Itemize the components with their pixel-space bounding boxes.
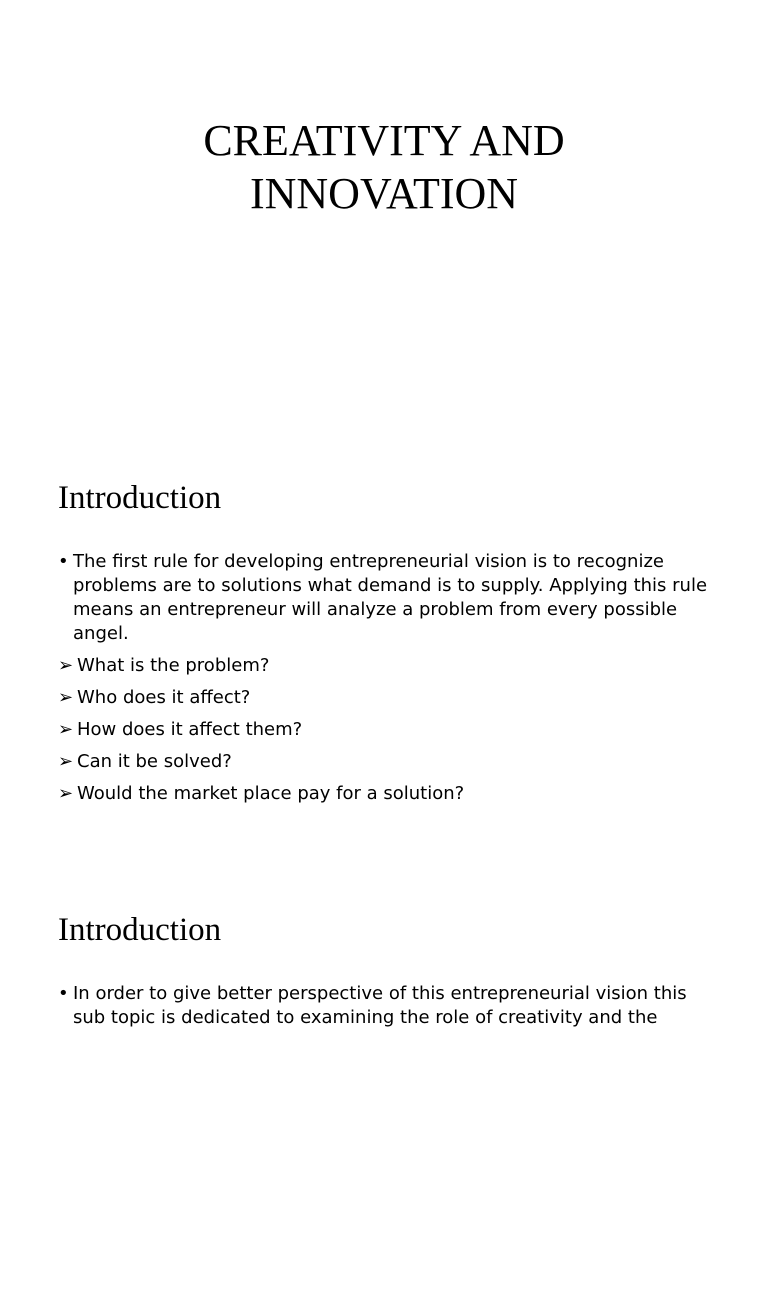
bullet-paragraph (58, 982, 718, 1030)
slide-title (0, 0, 768, 432)
arrow-icon: ➢ (58, 687, 74, 708)
question-item (58, 782, 718, 806)
question-item (58, 718, 718, 742)
title-line-2: INNOVATION (249, 169, 519, 218)
slide-heading: Introduction (58, 480, 222, 516)
question-text: How does it affect them? (77, 719, 303, 740)
slide-introduction (0, 432, 768, 864)
slide-heading: Introduction (58, 912, 222, 948)
question-text: What is the problem? (77, 655, 270, 676)
arrow-icon: ➢ (58, 783, 74, 804)
bullet-icon: • (58, 983, 69, 1004)
bullet-paragraph (58, 550, 718, 646)
title-line-1: CREATIVITY AND (203, 116, 565, 165)
paragraph-text: In order to give better perspective of this entrepreneurial vision this sub topic is dedicated to examining the role of creativity and the (73, 983, 687, 1028)
slide-introduction-2 (0, 864, 768, 1296)
arrow-icon: ➢ (58, 719, 74, 740)
question-item (58, 750, 718, 774)
question-text: Would the market place pay for a solution? (77, 783, 465, 804)
presentation-title (0, 114, 768, 220)
question-item (58, 654, 718, 678)
question-text: Can it be solved? (77, 751, 232, 772)
content-list (58, 550, 718, 814)
arrow-icon: ➢ (58, 655, 74, 676)
bullet-icon: • (58, 551, 69, 572)
content-list (58, 982, 718, 1038)
arrow-icon: ➢ (58, 751, 74, 772)
question-text: Who does it affect? (77, 687, 251, 708)
question-item (58, 686, 718, 710)
paragraph-text: The first rule for developing entrepreneurial vision is to recognize problems are to solutions what demand is to supply. Applying this rule means an entrepreneur will analyze a problem from every possible angel. (73, 551, 708, 644)
